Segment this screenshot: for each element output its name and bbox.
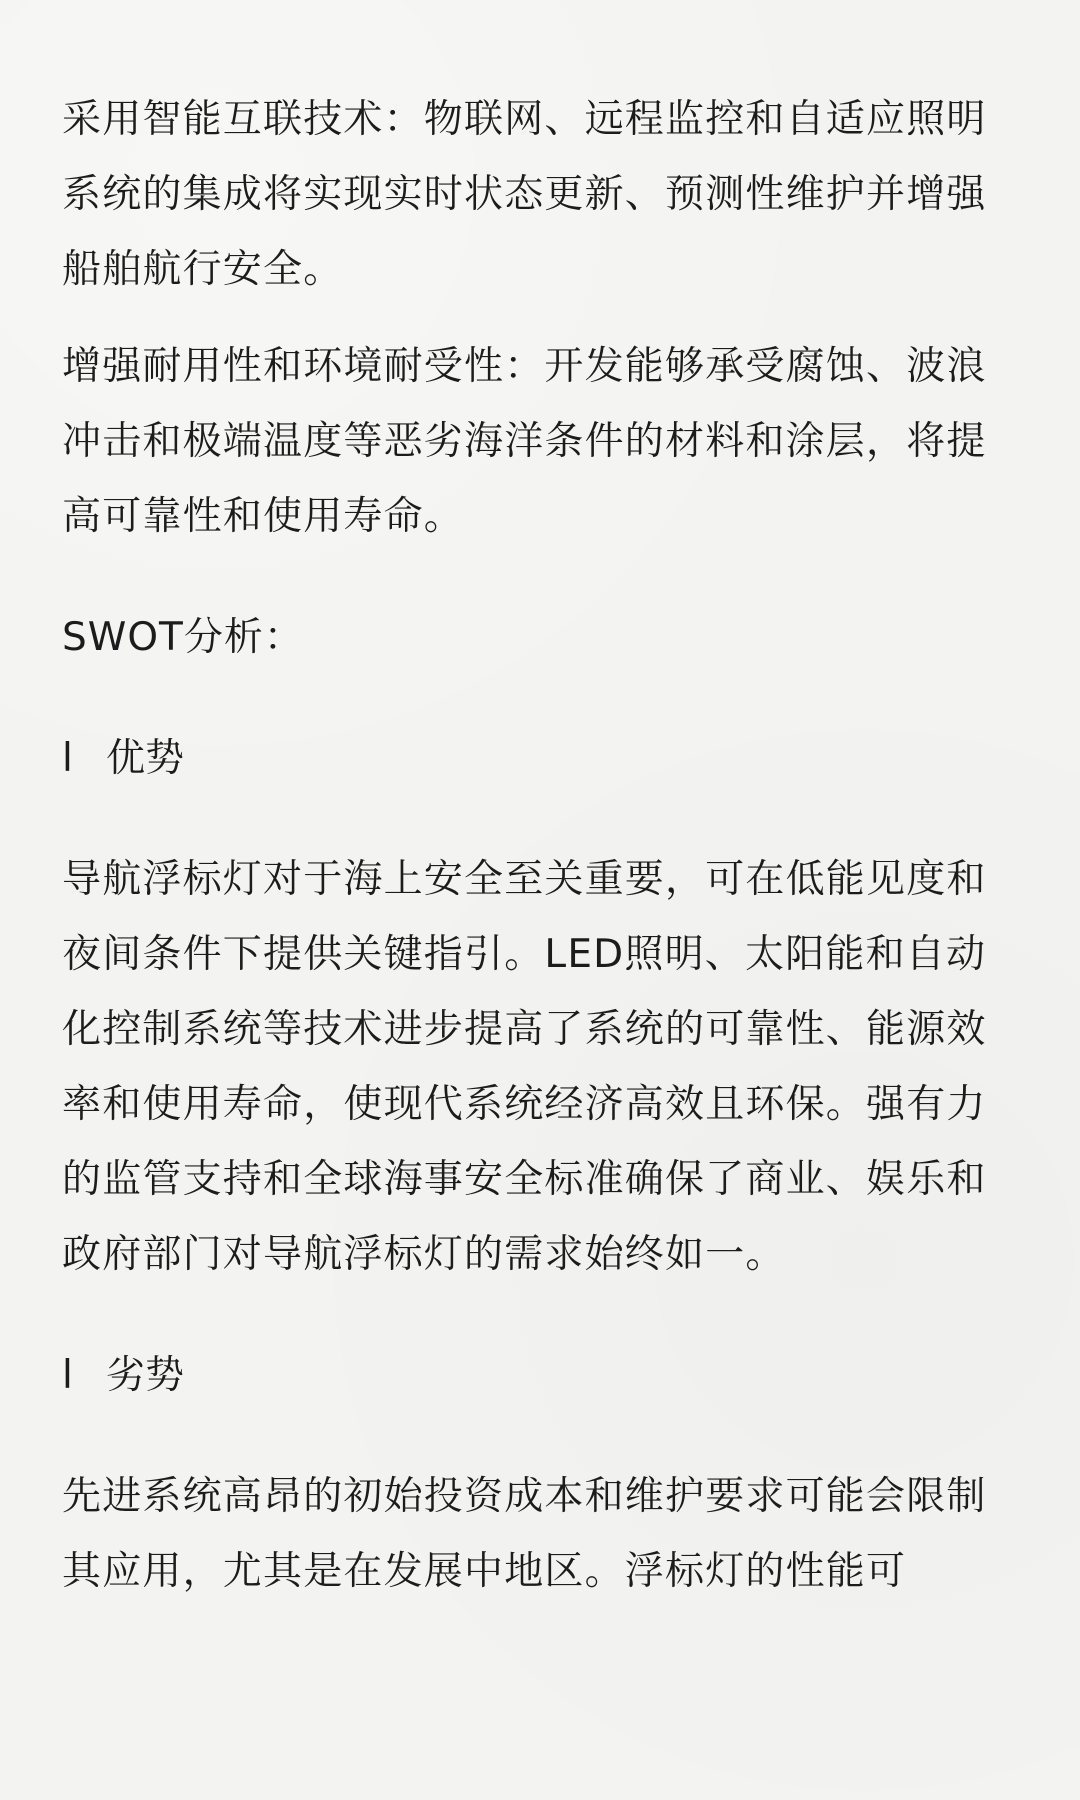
swot-heading: SWOT分析： — [62, 615, 304, 660]
spacer — [62, 796, 1020, 842]
spacer — [62, 675, 1020, 721]
spacer — [62, 307, 1020, 329]
paragraph-smart-connected-tech: 采用智能互联技术：物联网、远程监控和自适应照明系统的集成将实现实时状态更新、预测性维护并增强船舶航行安全。 — [62, 97, 987, 292]
paragraph-weaknesses: 先进系统高昂的初始投资成本和维护要求可能会限制其应用，尤其是在发展中地区。浮标灯的性能可 — [62, 1474, 987, 1594]
bullet-weaknesses — [62, 1338, 1020, 1413]
bullet-strengths — [62, 721, 1020, 796]
bullet-strengths-label: 优势 — [106, 736, 185, 781]
paragraph-strengths: 导航浮标灯对于海上安全至关重要，可在低能见度和夜间条件下提供关键指引。LED照明、太阳能和自动化控制系统等技术进步提高了系统的可靠性、能源效率和使用寿命，使现代系统经济高效且环保。强有力的监管支持和全球海事安全标准确保了商业、娱乐和政府部门对导航浮标灯的需求始终如一。 — [62, 857, 987, 1277]
spacer — [62, 1292, 1020, 1338]
spacer — [62, 1413, 1020, 1459]
paragraph-durability: 增强耐用性和环境耐受性：开发能够承受腐蚀、波浪冲击和极端温度等恶劣海洋条件的材料和涂层，将提高可靠性和使用寿命。 — [62, 344, 987, 539]
bullet-marker: l — [62, 1353, 73, 1398]
bullet-weaknesses-label: 劣势 — [106, 1353, 185, 1398]
spacer — [62, 554, 1020, 600]
bullet-marker: l — [62, 736, 73, 781]
